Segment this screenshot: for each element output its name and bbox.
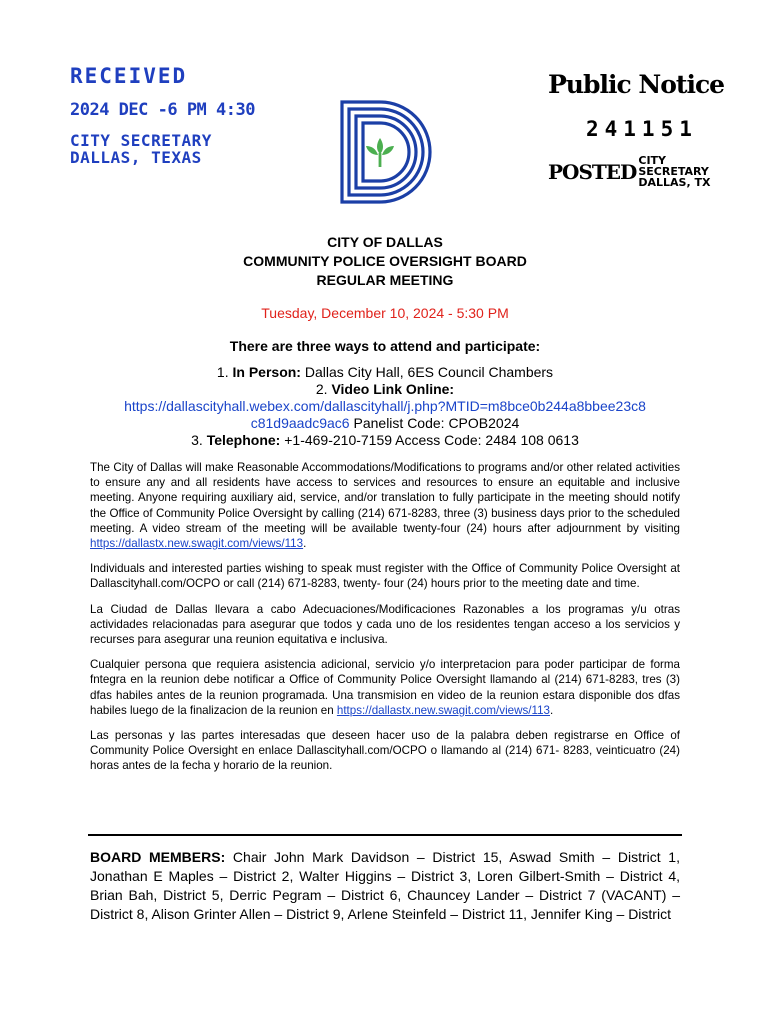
stamp-secretary-line2: DALLAS, TEXAS [70,148,202,167]
accommodations-paragraph [90,460,680,551]
attendance-options [90,364,680,449]
paragraph-text: Cualquier persona que requiera asistencia adicional, servicio y/o interpretacion para poder participar de forma fntegra en la reunion debe notificar a Office of Community Police Oversight llamando al (214) 671-8283, tres (3) dfas habiles antes de la reunion programada. Una transmision en video de la reunion estara disponible dos dfas habiles luego de la finalizacion de la reunion en [90,658,680,717]
board-members-label: BOARD MEMBERS: [90,849,226,865]
posted-stamp [548,155,728,188]
posted-location-line2: DALLAS, TX [638,176,711,189]
stamp-secretary-line1: CITY SECRETARY [70,131,212,150]
document-heading [0,233,770,290]
section-divider [88,834,682,836]
option-number: 3. [191,432,203,448]
video-link-continued[interactable]: c81d9aadc9ac6 [250,415,350,431]
board-members [90,848,680,924]
public-notice-title: Public Notice [548,70,725,99]
paragraph-end: . [303,537,307,551]
option-text: Dallas City Hall, 6ES Council Chambers [304,364,554,380]
received-stamp [70,64,255,166]
spanish-registration-paragraph: Las personas y las partes interesadas que deseen hacer uso de la palabra deben registrarse en Office of Community Police Oversight en enlace Dallascityhall.com/OCPO o llamando al (214) 671- 8283, veinticuatro (24) horas antes de la fecha y horario de la reunion. [90,729,680,773]
board-members-list: Chair John Mark Davidson – District 15, Aswad Smith – District 1, Jonathan E Maples – District 2, Walter Higgins – District 3, Loren Gilbert-Smith – District 4, Brian Bah, District 5, Derric Pegram – District 6, Chauncey Lander – District 7 (VACANT) – District 8, Alison Grinter Allen – District 9, Arlene Steinfeld – District 11, Jennifer King – District [90,849,680,922]
panelist-code: Panelist Code: CPOB2024 [353,415,520,431]
swagit-link-spanish[interactable]: https://dallastx.new.swagit.com/views/113 [336,703,550,717]
paragraph-text: The City of Dallas will make Reasonable Accommodations/Modifications to programs and/or other related activities to ensure any and all residents have access to services and resources to ensure an equitable and inclusive meeting. Anyone requiring auxiliary aid, service, and/or translation to fully participate in the meeting should notify the Office of Community Police Oversight by calling (214) 671-8283, three (3) business days prior to the scheduled meeting. A video stream of the meeting will be available twenty-four (24) hours after adjournment by visiting [90,461,680,535]
ways-heading: There are three ways to attend and participate: [229,338,541,354]
option-label: Video Link Online: [331,381,455,397]
city-of-dallas-logo-icon [340,100,432,204]
option-text: +1-469-210-7159 Access Code: 2484 108 0613 [284,432,579,448]
heading-city: CITY OF DALLAS [327,234,443,250]
heading-meeting: REGULAR MEETING [316,272,454,288]
registration-paragraph: Individuals and interested parties wishing to speak must register with the Office of Community Police Oversight at Dallascityhall.com/OCPO or call (214) 671-8283, twenty- four (24) hours prior to the meeting date and time. [90,562,680,591]
posted-location [638,155,728,188]
option-telephone [90,432,680,449]
paragraph-end: . [549,703,554,717]
option-number: 2. [315,381,328,397]
posted-label: POSTED [548,159,637,184]
option-number: 1. [216,364,229,380]
heading-board: COMMUNITY POLICE OVERSIGHT BOARD [243,253,527,269]
option-label: In Person: [232,364,301,380]
video-url-line1 [90,398,680,415]
swagit-link[interactable]: https://dallastx.new.swagit.com/views/113 [90,537,304,551]
spanish-accommodations-paragraph: La Ciudad de Dallas llevara a cabo Adecuaciones/Modificaciones Razonables a los programas y/u otras actividades relacionadas para asegurar que todos y cada uno de los residentes tengan acceso a los servicios y recurses para asegurar una reunion equitativa e inclusiva. [90,602,680,647]
posted-location-line1: CITY SECRETARY [638,154,709,178]
video-url-line2 [90,415,680,432]
option-label: Telephone: [206,432,281,448]
public-notice-block [548,70,728,188]
meeting-date: Tuesday, December 10, 2024 - 5:30 PM [261,305,509,321]
notice-body [90,460,680,784]
video-link[interactable]: https://dallascityhall.webex.com/dallascityhall/j.php?MTID=m8bce0b244a8bbee23c8 [124,398,646,414]
city-secretary-stamp [70,132,255,166]
received-label: RECEIVED [70,64,188,88]
notice-number: 241151 [586,117,698,141]
received-datetime: 2024 DEC -6 PM 4:30 [70,100,255,120]
spanish-assistance-paragraph [90,657,680,718]
option-video [90,381,680,398]
option-in-person [90,364,680,381]
